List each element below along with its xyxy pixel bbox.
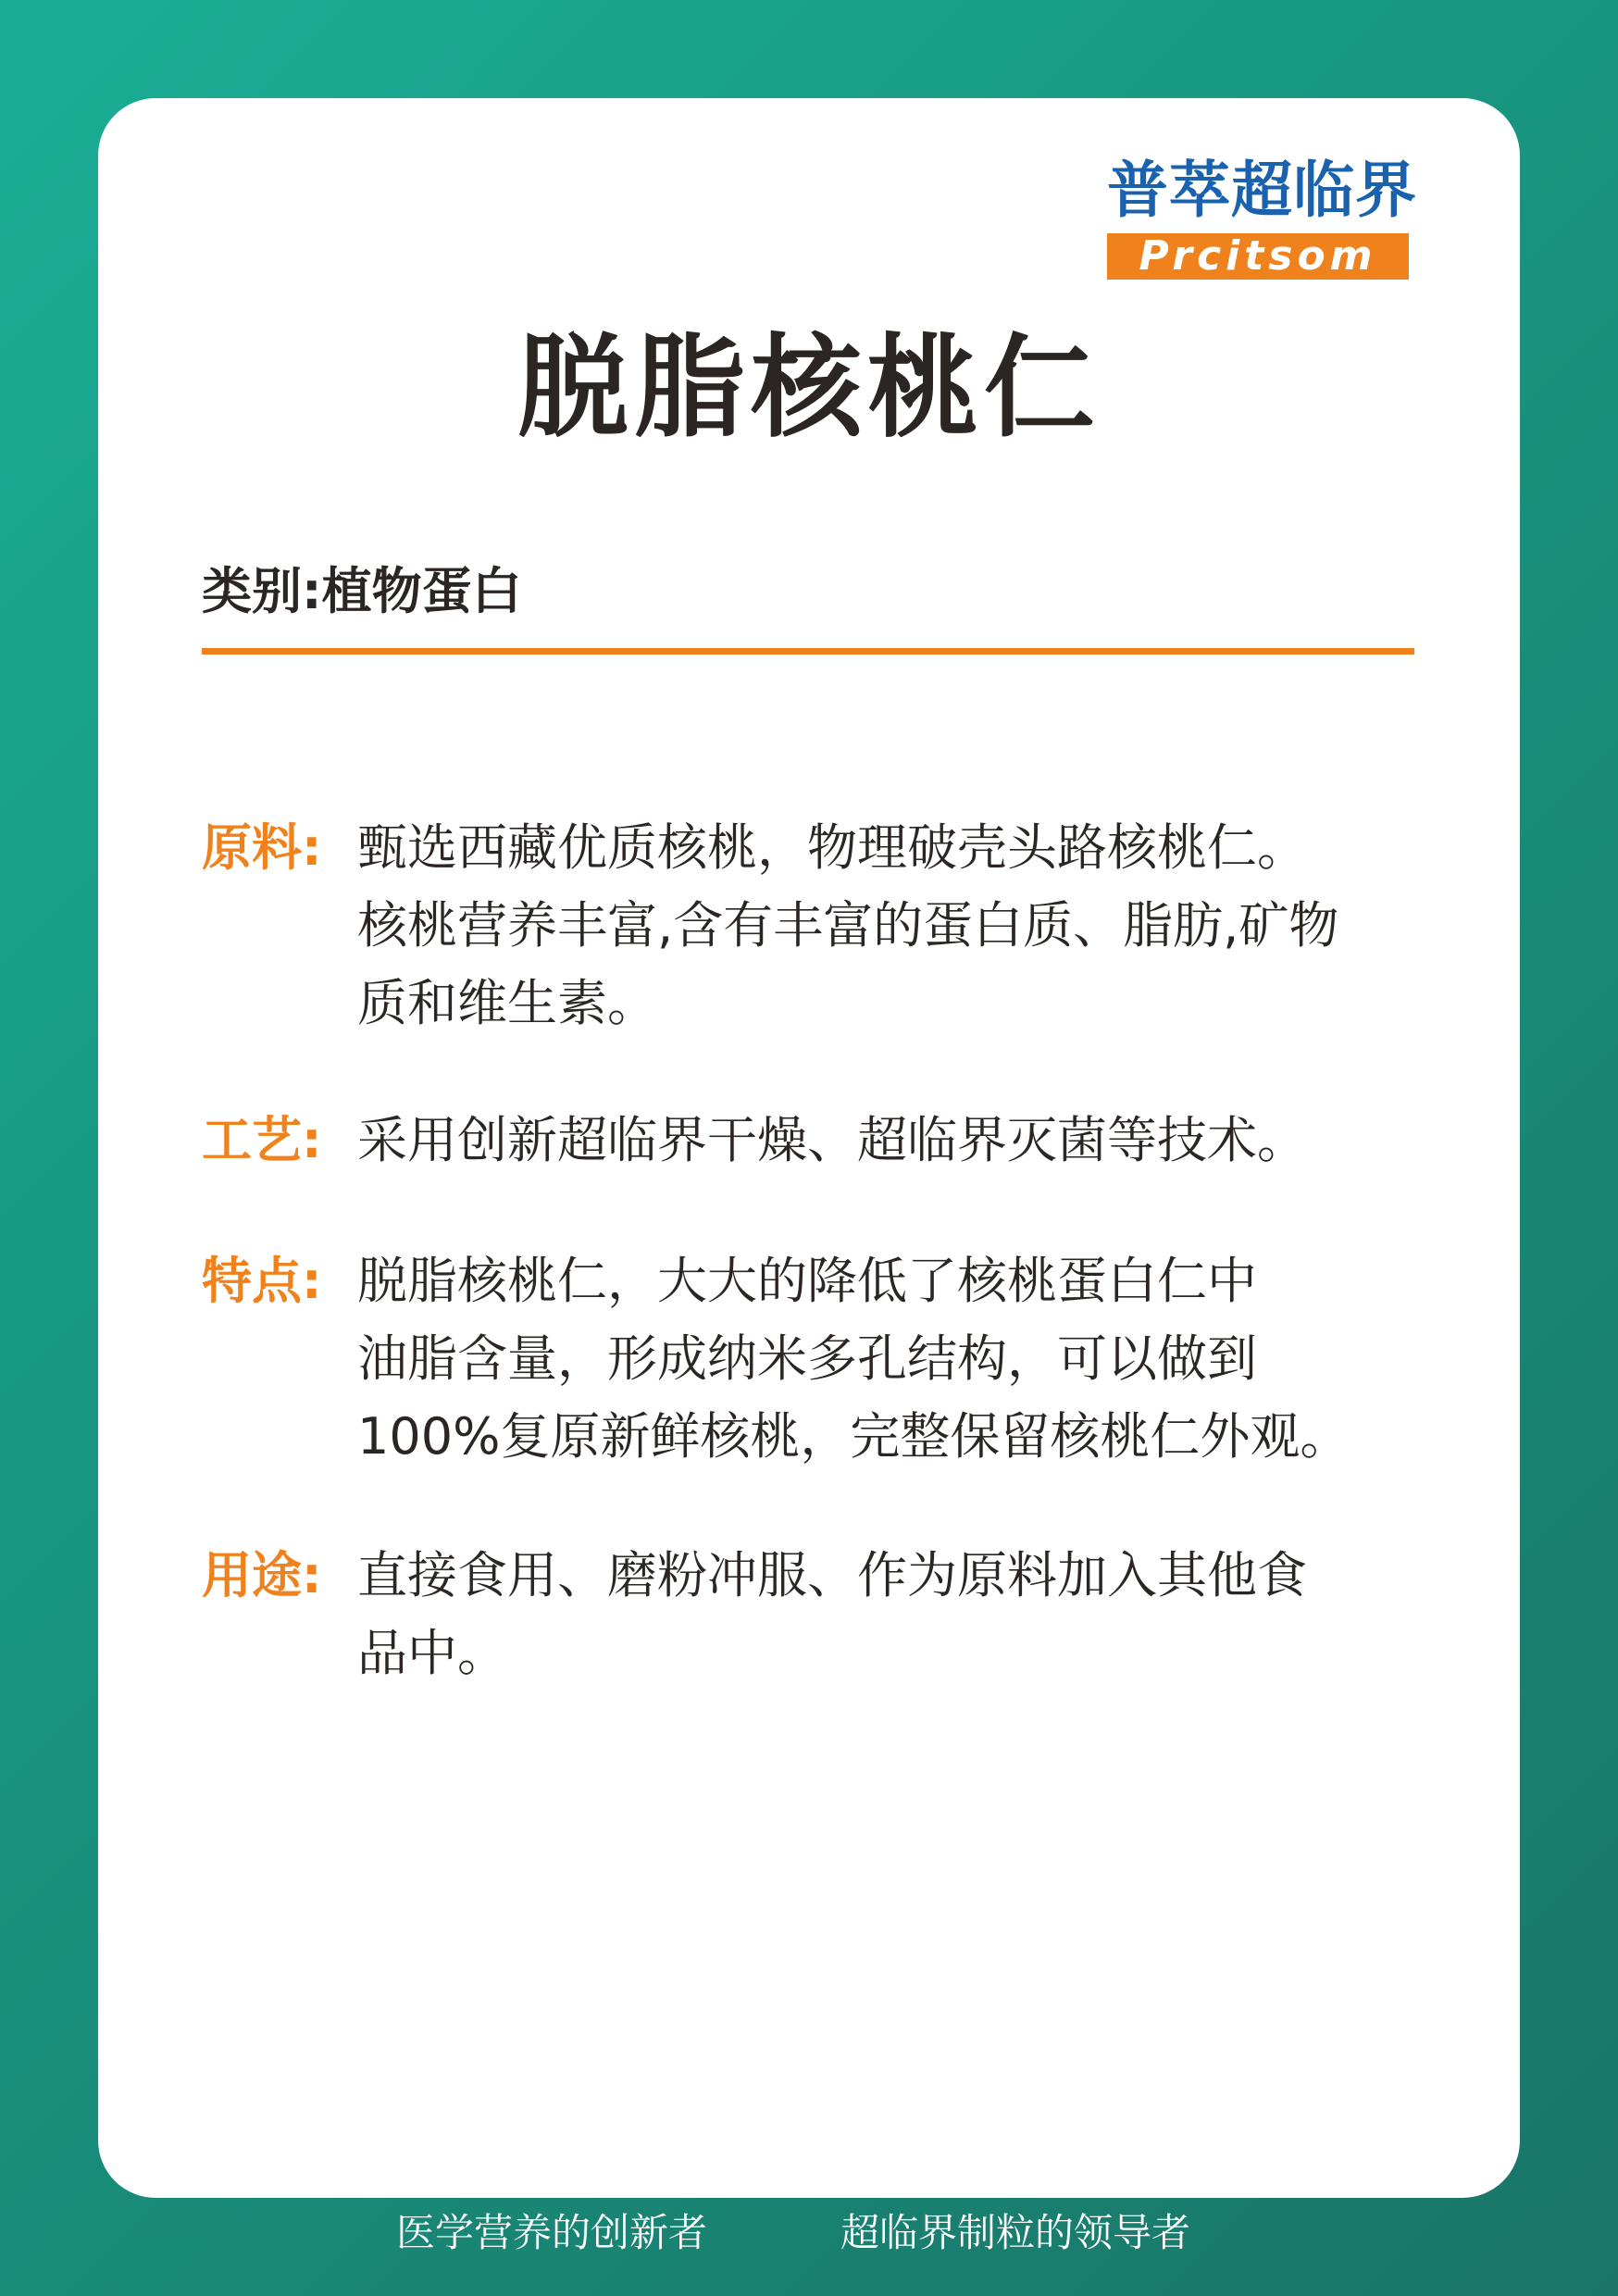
brand-logo-cn: 普萃超临界 [1107,155,1417,226]
section-body [357,809,1424,1042]
brand-logo-en: Prcitsom [1107,233,1409,280]
section-label: 特点: [202,1252,322,1310]
orange-divider [202,648,1414,655]
section-label: 原料: [202,818,322,877]
brand-logo [1107,154,1417,280]
section-label: 用途: [202,1546,322,1604]
section-line: 核桃营养丰富,含有丰富的蛋白质、脂肪,矿物 [357,896,1339,955]
category-line [202,559,522,624]
section-line: 甄选西藏优质核桃，物理破壳头路核桃仁。 [357,818,1307,877]
section-line: 100%复原新鲜核桃，完整保留核桃仁外观。 [357,1407,1350,1466]
footer-slogan-left: 医学营养的创新者 [396,2210,708,2255]
category-value: 植物蛋白 [321,562,522,620]
section-line: 脱脂核桃仁，大大的降低了核桃蛋白仁中 [357,1252,1257,1310]
section-line: 直接食用、磨粉冲服、作为原料加入其他食 [357,1546,1307,1604]
section-line: 采用创新超临界干燥、超临界灭菌等技术。 [357,1111,1307,1169]
footer-slogan-right: 超临界制粒的领导者 [840,2210,1191,2255]
section-body [357,1102,1424,1179]
page-title: 脱脂核桃仁 [517,324,1101,453]
section-body [357,1537,1424,1692]
section-process [202,1102,1424,1179]
section-line: 质和维生素。 [357,974,657,1032]
section-line: 油脂含量，形成纳米多孔结构，可以做到 [357,1329,1257,1388]
category-separator: : [302,562,322,620]
section-line: 品中。 [357,1624,507,1682]
category-label: 类别 [202,562,302,620]
section-body [357,1242,1424,1476]
section-label: 工艺: [202,1111,322,1169]
section-features [202,1242,1424,1476]
section-ingredients [202,809,1424,1042]
section-usage [202,1537,1424,1692]
